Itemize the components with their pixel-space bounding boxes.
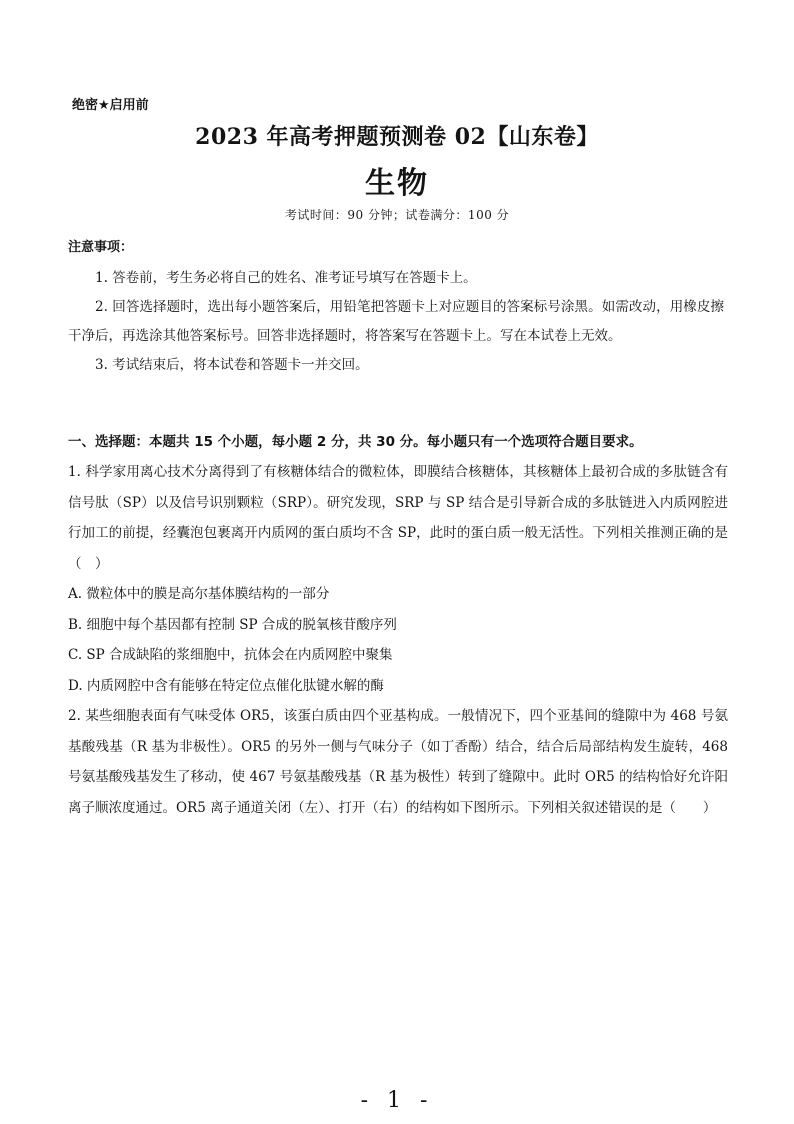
confidential-label: 绝密★启用前 bbox=[72, 98, 149, 113]
question-1-option-c: C. SP 合成缺陷的浆细胞中，抗体会在内质网腔中聚集 bbox=[68, 647, 393, 663]
question-list bbox=[68, 457, 728, 823]
notes-list bbox=[68, 264, 724, 380]
page-number: - 1 - bbox=[360, 1088, 434, 1113]
notes-heading: 注意事项： bbox=[68, 240, 134, 255]
question-2-stem: 2. 某些细胞表面有气味受体 OR5，该蛋白质由四个亚基构成。一般情况下，四个亚基间的缝隙中为 468 号氨基酸残基（R 基为非极性）。OR5 的另外一侧与气味分子（如丁香酚）结合，结合后局部结构发生旋转，468 号氨基酸残基发生了移动，使 467 号氨基酸残基（R 基为极性）转到了缝隙中。此时 OR5 的结构恰好允许阳离子顺浓度通过。OR5 离子通道关闭（左）、打开（右）的结构如下图所示。下列相关叙述错误的是（ ） bbox=[68, 708, 728, 816]
question-1-option-b: B. 细胞中每个基因都有控制 SP 合成的脱氧核苷酸序列 bbox=[68, 616, 397, 633]
note-item: 3. 考试结束后，将本试卷和答题卡一并交回。 bbox=[95, 357, 369, 373]
note-item: 2. 回答选择题时，选出每小题答案后，用铅笔把答题卡上对应题目的答案标号涂黑。如需改动，用橡皮擦干净后，再选涂其他答案标号。回答非选择题时，将答案写在答题卡上。写在本试卷上无效。 bbox=[68, 299, 724, 344]
section-heading: 一、选择题：本题共 15 个小题，每小题 2 分，共 30 分。每小题只有一个选项符合题目要求。 bbox=[68, 434, 643, 450]
note-item: 1. 答卷前，考生务必将自己的姓名、准考证号填写在答题卡上。 bbox=[95, 270, 477, 286]
exam-time-info: 考试时间：90 分钟；试卷满分：100 分 bbox=[284, 208, 510, 222]
exam-title: 2023 年高考押题预测卷 02【山东卷】 bbox=[195, 124, 599, 150]
subject-title: 生物 bbox=[365, 166, 429, 201]
question-1-option-d: D. 内质网腔中含有能够在特定位点催化肽键水解的酶 bbox=[68, 677, 384, 694]
question-1-stem: 1. 科学家用离心技术分离得到了有核糖体结合的微粒体，即膜结合核糖体，其核糖体上最初合成的多肽链含有信号肽（SP）以及信号识别颗粒（SRP）。研究发现，SRP 与 SP 结合是引导新合成的多肽链进入内质网腔进行加工的前提，经囊泡包裹离开内质网的蛋白质均不含 SP，此时的蛋白质一般无活性。下列相关推测正确的是（ ） bbox=[68, 464, 728, 572]
question-1-option-a: A. 微粒体中的膜是高尔基体膜结构的一部分 bbox=[68, 586, 330, 602]
